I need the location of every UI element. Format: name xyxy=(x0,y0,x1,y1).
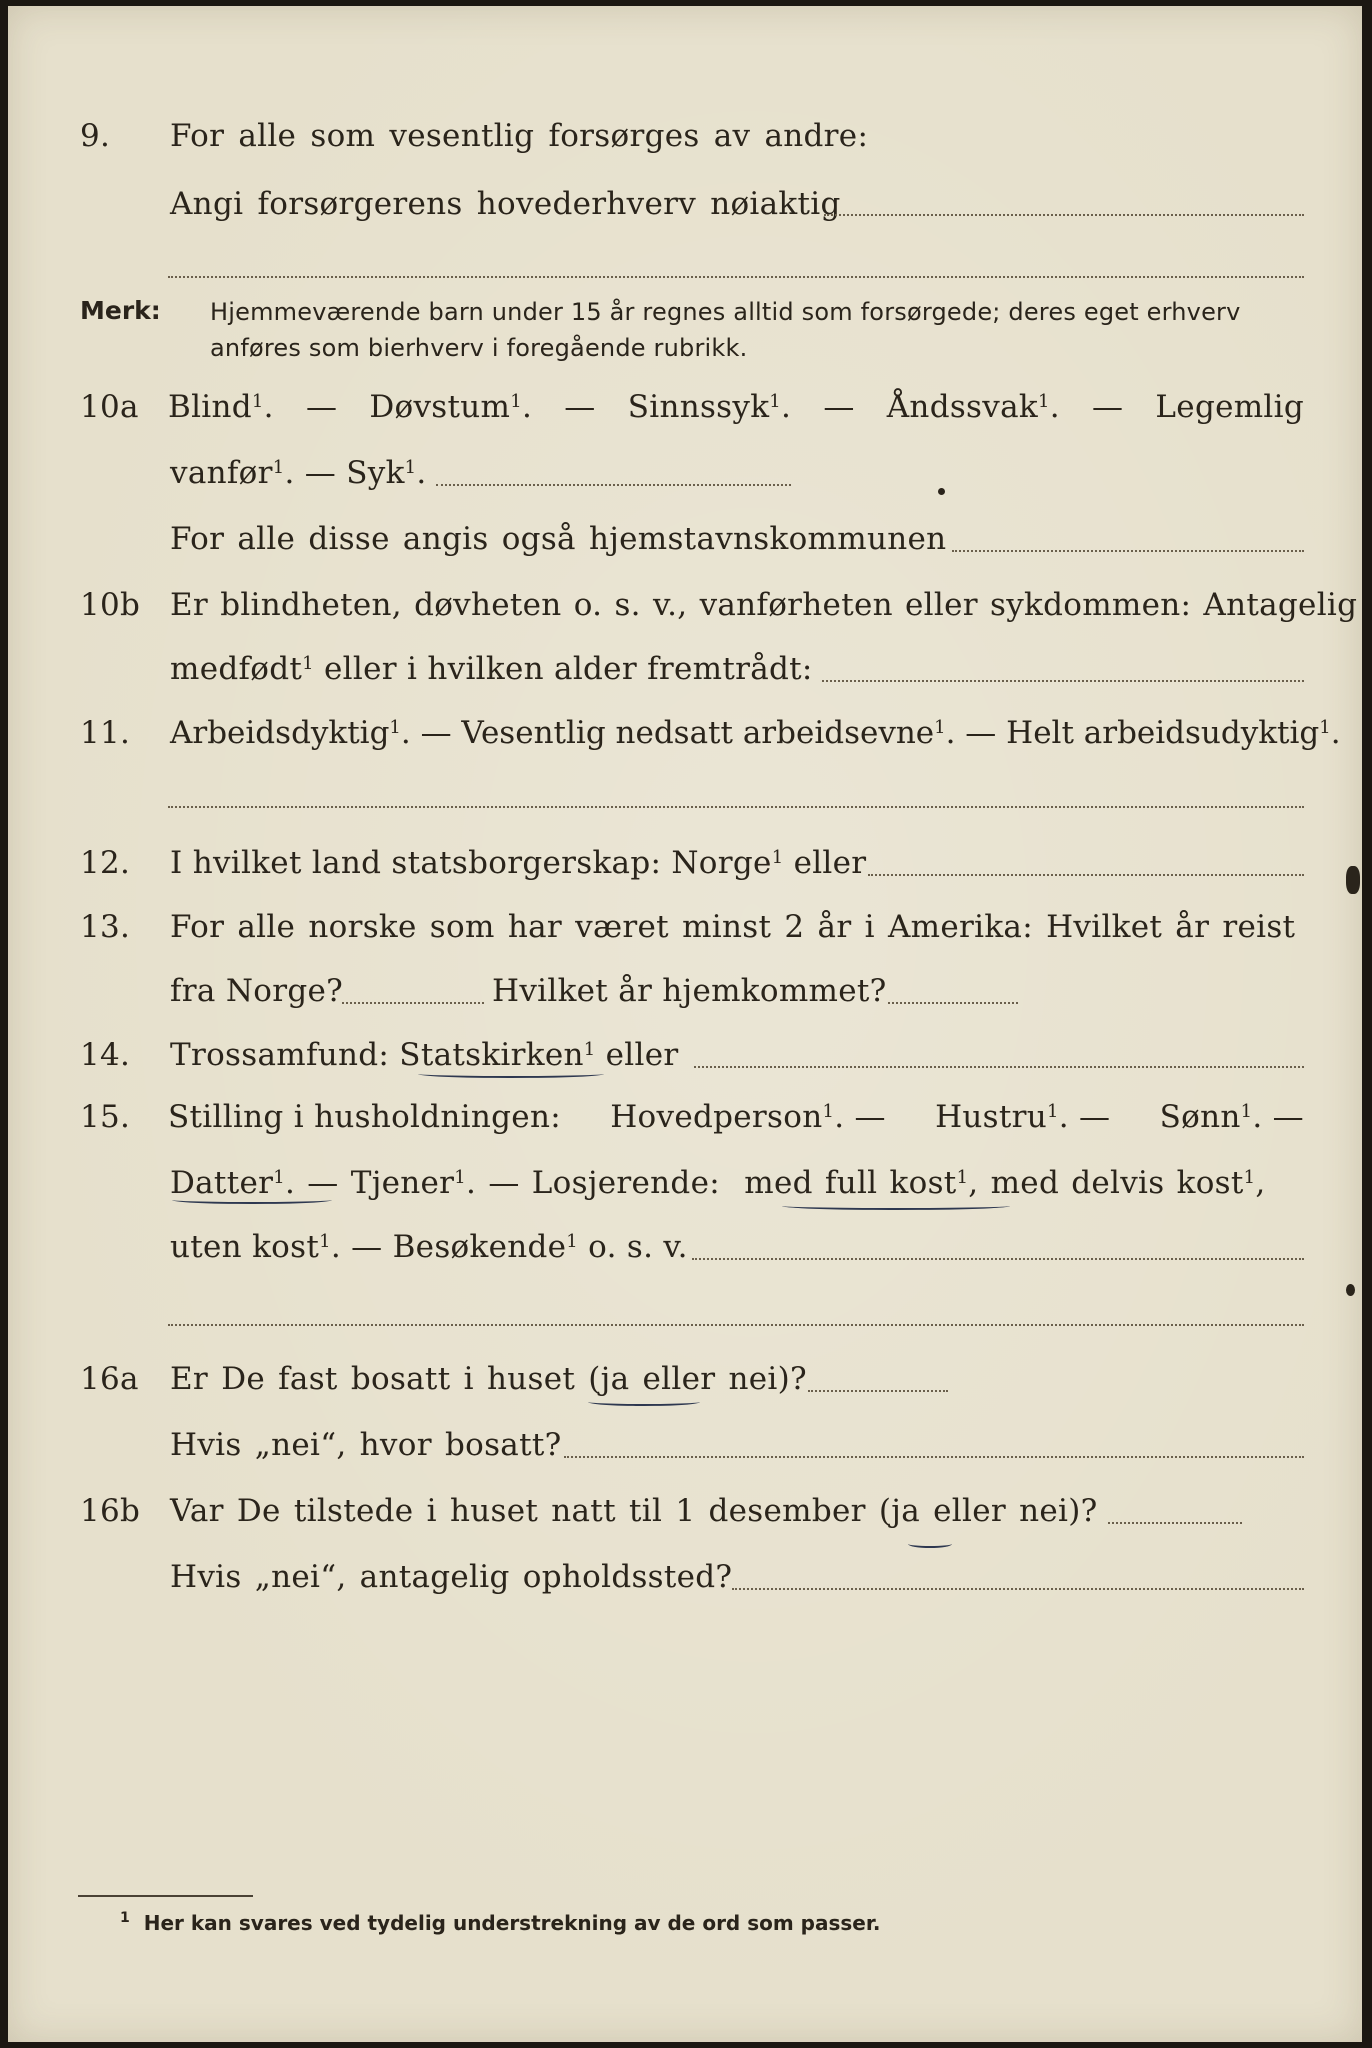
footnote-ref: 1 xyxy=(769,391,782,413)
pen-underline-ja xyxy=(588,1398,700,1406)
merk-label: Merk: xyxy=(80,296,161,325)
footnote-ref: 1 xyxy=(510,391,522,413)
footnote-ref: 1 xyxy=(273,1167,285,1189)
dash: — xyxy=(823,389,855,425)
dash: — xyxy=(305,389,338,425)
footnote-ref: 1 xyxy=(956,1167,969,1189)
footnote-ref: 1 xyxy=(454,1167,467,1189)
option-sonn-label: Sønn xyxy=(1159,1099,1241,1135)
option-vanfor-label[interactable]: vanfør xyxy=(170,455,273,491)
option-med-delvis-kost-label[interactable]: , med delvis kost xyxy=(968,1165,1244,1201)
census-form-page xyxy=(8,6,1362,2042)
q9-answer-line-1[interactable] xyxy=(824,214,1304,216)
pen-underline-statskirken xyxy=(418,1070,604,1078)
q15-options-3 xyxy=(170,1229,688,1265)
pen-underline-datter xyxy=(172,1196,332,1204)
q10a-answer-line-1[interactable] xyxy=(436,484,791,486)
dash: . — xyxy=(1252,1099,1304,1135)
q12-question xyxy=(170,845,867,881)
option-nedsatt-label[interactable]: . — Vesentlig nedsatt arbeidsevne xyxy=(400,715,935,751)
option-medfodt-label[interactable]: medfødt xyxy=(170,651,303,687)
q16b-answer-line[interactable] xyxy=(1108,1522,1242,1524)
q11-number: 11. xyxy=(80,715,131,751)
option-blind-label: Blind xyxy=(168,389,252,425)
option-sinnssyk-label: Sinnssyk xyxy=(627,389,770,425)
option-arbeidsudyktig-label[interactable]: . — Helt arbeidsudyktig xyxy=(945,715,1320,751)
footnote-ref: 1 xyxy=(1243,1167,1256,1189)
binding-mark-small xyxy=(1346,1284,1355,1296)
q10b-line-2 xyxy=(170,651,813,687)
q11-answer-line[interactable] xyxy=(168,806,1304,808)
option-dovstum-label: Døvstum xyxy=(369,389,511,425)
option-andssvak[interactable]: Åndssvak$^1$. xyxy=(886,389,1060,425)
footnote xyxy=(120,1911,880,1935)
q12-prompt: I hvilket land statsborgerskap: Norge xyxy=(170,845,772,881)
footnote-ref: 1 xyxy=(1037,391,1050,413)
footnote-ref: 1 xyxy=(1240,1101,1253,1123)
q9-answer-line-2[interactable] xyxy=(168,276,1304,278)
q15-answer-line-1[interactable] xyxy=(692,1258,1304,1260)
q16a-number: 16a xyxy=(80,1361,139,1397)
merk-note-line-1: Hjemmeværende barn under 15 år regnes alltid som forsørgede; deres eget erhverv xyxy=(210,298,1241,326)
q12-answer-line[interactable] xyxy=(868,874,1304,876)
option-hovedperson[interactable] xyxy=(610,1099,886,1135)
q15-answer-line-2[interactable] xyxy=(168,1324,1304,1326)
q12-number: 12. xyxy=(80,845,131,881)
q16a-where-answer-line[interactable] xyxy=(564,1456,1304,1458)
q16b-question: Var De tilstede i huset natt til 1 desember (ja eller nei)? xyxy=(170,1493,1098,1529)
footnote-ref: 1 xyxy=(1319,717,1331,739)
q13-return-answer-line[interactable] xyxy=(888,1002,1018,1004)
option-legemlig-label[interactable]: Legemlig xyxy=(1155,389,1304,425)
option-uten-kost-label[interactable]: uten kost xyxy=(170,1229,320,1265)
q16b-location-prompt: Hvis „nei“, antagelig opholdssted? xyxy=(170,1559,733,1595)
q16a-where-prompt: Hvis „nei“, hvor bosatt? xyxy=(170,1427,562,1463)
footnote-ref: 1 xyxy=(404,457,417,479)
option-hovedperson-label: Hovedperson xyxy=(610,1099,823,1135)
q10a-number: 10a xyxy=(80,389,139,425)
binding-mark xyxy=(1346,866,1360,894)
dash: — xyxy=(1091,389,1124,425)
q10b-age-prompt: eller i hvilken alder fremtrådt: xyxy=(313,651,813,687)
option-besokende-label[interactable]: . — Besøkende xyxy=(330,1229,567,1265)
option-andssvak-label: Åndssvak xyxy=(886,389,1038,425)
q16a-answer-line[interactable] xyxy=(808,1390,948,1392)
option-syk-label[interactable]: . — Syk xyxy=(284,455,405,491)
q10a-hometown-prompt: For alle disse angis også hjemstavnskommunen xyxy=(170,521,947,557)
q14-eller: eller xyxy=(595,1037,679,1073)
q10b-question: Er blindheten, døvheten o. s. v., vanførheten eller sykdommen: Antagelig xyxy=(170,587,1358,623)
q14-answer-line[interactable] xyxy=(694,1066,1304,1068)
q16a-question: Er De fast bosatt i huset (ja eller nei)? xyxy=(170,1361,807,1397)
option-sonn[interactable] xyxy=(1159,1099,1304,1135)
q10a-line-2: vanfør$^1$. — Syk$^1$. xyxy=(170,455,427,491)
pen-underline-ja-2 xyxy=(908,1540,952,1548)
option-dovstum[interactable]: Døvstum$^1$. xyxy=(369,389,533,425)
q14-prompt: Trossamfund: Statskirken xyxy=(170,1037,584,1073)
q13-number: 13. xyxy=(80,909,131,945)
footnote-ref: 1 xyxy=(566,1231,579,1253)
merk-note-line-2: anføres som bierhverv i foregående rubrikk. xyxy=(210,334,748,362)
q12-eller: eller xyxy=(783,845,867,881)
q15-options-2: Datter$^1$. — Tjener$^1$. — Losjerende: med full kost$^1$, med delvis kost$^1$, xyxy=(170,1165,1266,1201)
option-blind[interactable]: Blind$^1$. xyxy=(168,389,274,425)
footnote-marker: 1 xyxy=(120,1910,130,1927)
dash: — xyxy=(564,389,596,425)
option-sinnssyk[interactable]: Sinnssyk$^1$. xyxy=(627,389,792,425)
footnote-rule xyxy=(78,1895,253,1897)
q15-number: 15. xyxy=(80,1099,131,1135)
q15-osv: o. s. v. xyxy=(578,1229,688,1265)
footnote-ref: 1 xyxy=(1047,1101,1059,1123)
option-hustru[interactable] xyxy=(935,1099,1111,1135)
q10a-options xyxy=(168,389,1304,425)
option-datter-label[interactable]: Datter xyxy=(170,1165,274,1201)
footnote-text: Her kan svares ved tydelig understrekning av de ord som passer. xyxy=(143,1911,881,1935)
option-tjener-label[interactable]: . — Tjener xyxy=(284,1165,455,1201)
q16b-number: 16b xyxy=(80,1493,141,1529)
q9-provider-prompt: Angi forsørgerens hovederhverv nøiaktig xyxy=(170,186,841,222)
q13-left-answer-line[interactable] xyxy=(342,1002,484,1004)
footnote-ref: 1 xyxy=(389,717,401,739)
footnote-ref: 1 xyxy=(272,457,285,479)
q9-question: For alle som vesentlig forsørges av andre: xyxy=(170,118,869,154)
q13-question: For alle norske som har været minst 2 år i Amerika: Hvilket år reist xyxy=(170,909,1296,945)
footnote-ref: 1 xyxy=(771,847,784,869)
footnote-ref: 1 xyxy=(302,653,314,675)
q10a-hometown-answer-line[interactable] xyxy=(952,550,1304,552)
q13-left-prompt: fra Norge? xyxy=(170,973,344,1009)
option-arbeidsdyktig-label[interactable]: Arbeidsdyktig xyxy=(170,715,390,751)
option-med-full-kost-label[interactable]: med full kost xyxy=(744,1165,957,1201)
pen-underline-med-full-kost xyxy=(782,1202,1010,1210)
q14-number: 14. xyxy=(80,1037,131,1073)
q10b-number: 10b xyxy=(80,587,141,623)
q11-options: Arbeidsdyktig$^1$. — Vesentlig nedsatt arbeidsevne$^1$. — Helt arbeidsudyktig$^1$. xyxy=(170,715,1341,751)
footnote-ref: 1 xyxy=(251,391,264,413)
q16b-location-answer-line[interactable] xyxy=(732,1588,1304,1590)
footnote-ref: 1 xyxy=(583,1039,596,1061)
option-hustru-label: Hustru xyxy=(935,1099,1048,1135)
q15-options-1 xyxy=(168,1099,1304,1135)
q10b-answer-line[interactable] xyxy=(822,680,1304,682)
q14-question xyxy=(170,1037,679,1073)
footnote-ref: 1 xyxy=(319,1231,331,1253)
footnote-ref: 1 xyxy=(934,717,946,739)
q9-number: 9. xyxy=(80,118,111,154)
dash: . — xyxy=(1058,1099,1111,1135)
dash: . — xyxy=(834,1099,886,1135)
footnote-ref: 1 xyxy=(822,1101,835,1123)
ink-dot xyxy=(938,488,945,495)
q13-return-prompt: Hvilket år hjemkommet? xyxy=(492,973,887,1009)
option-losjerende-label: . — Losjerende: xyxy=(466,1165,720,1201)
q15-prompt: Stilling i husholdningen: xyxy=(168,1099,561,1135)
